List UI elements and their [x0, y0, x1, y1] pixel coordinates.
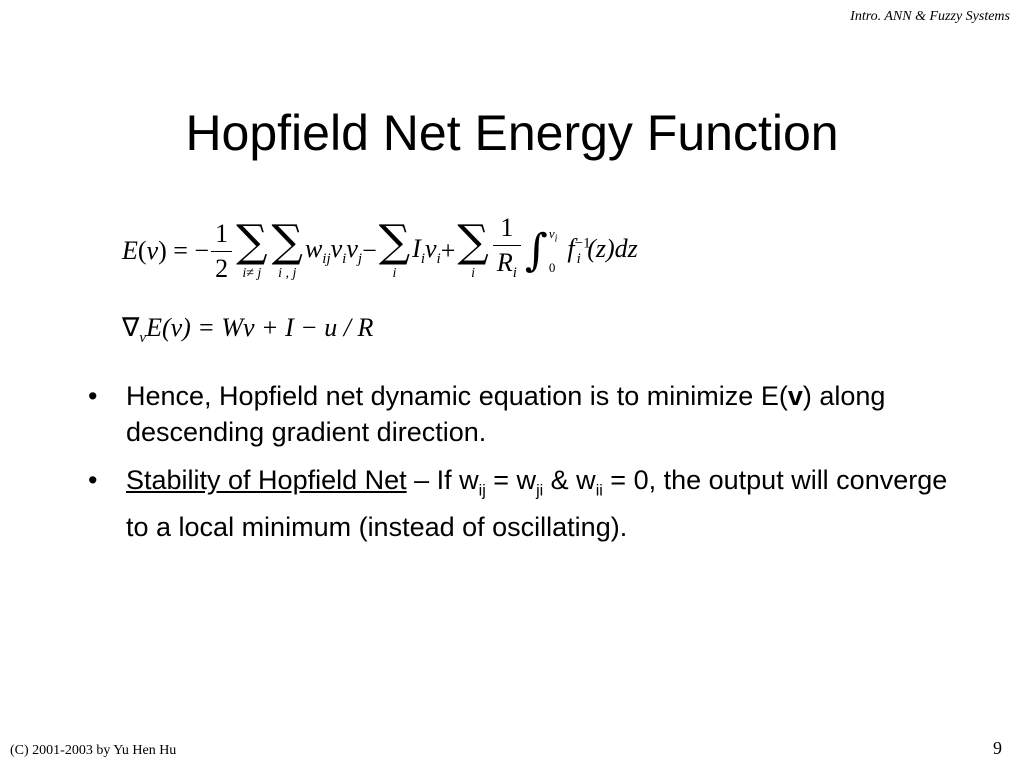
sum3-limit: i	[392, 266, 397, 281]
stability-heading: Stability of Hopfield Net	[126, 465, 407, 495]
weight-term: $w_{ij}v_iv_j$	[304, 233, 363, 268]
integrand: $f^{-1}_i$ (z)dz	[567, 233, 638, 268]
nabla-icon: ∇	[122, 313, 140, 342]
sum2-limit: i , j	[278, 266, 297, 281]
integral	[525, 226, 558, 276]
sum-symbol-3	[378, 216, 411, 282]
frac2-denominator: $R_i$	[496, 248, 517, 282]
course-header: Intro. ANN & Fuzzy Systems	[850, 9, 1010, 24]
bullet-list	[88, 378, 948, 557]
copyright-footer: (C) 2001-2003 by Yu Hen Hu	[10, 743, 177, 758]
bullet2-text-c: & w	[543, 465, 596, 495]
input-term: $I_iv_i$	[412, 233, 441, 268]
bullet1-bold-v: v	[787, 381, 803, 411]
gradient-equation	[122, 313, 373, 349]
sum4-limit: i	[471, 266, 476, 281]
frac1-denominator: 2	[215, 253, 229, 283]
integral-icon: ∫	[524, 225, 548, 276]
energy-equation	[122, 206, 638, 296]
bullet2-sub2: ji	[536, 482, 544, 500]
bullet-icon: •	[88, 381, 98, 411]
frac1-numerator: 1	[215, 218, 229, 248]
sum1-limit: i≠ j	[242, 266, 262, 281]
sigma-icon: ∑	[271, 216, 303, 267]
bullet-item-1	[88, 378, 948, 450]
gradient-rhs: E(v) = Wv + I − u / R	[146, 313, 374, 342]
integral-lower: 0	[548, 260, 556, 275]
slide-title: Hopfield Net Energy Function	[185, 105, 839, 161]
integral-upper: $v_i$	[548, 226, 558, 245]
integral-limits	[549, 226, 558, 276]
nabla-subscript: v	[139, 330, 147, 347]
sum-symbol-2	[271, 216, 303, 282]
bullet2-text-b: = w	[485, 465, 537, 495]
minus-sign: −	[362, 236, 377, 265]
sigma-icon: ∑	[236, 216, 268, 267]
sigma-icon: ∑	[378, 216, 411, 267]
sum-symbol-1	[236, 216, 268, 282]
bullet-item-2	[88, 462, 948, 545]
bullet1-text-b: ) along descending gradient direction.	[126, 381, 886, 447]
half-fraction	[211, 217, 232, 286]
page-number: 9	[993, 738, 1002, 758]
plus-sign: +	[440, 236, 456, 265]
bullet2-sub1: ij	[478, 482, 486, 500]
bullet-icon: •	[88, 465, 98, 495]
eq1-lhs: E(v) = −	[122, 236, 210, 265]
sum-symbol-4	[457, 216, 489, 282]
bullet2-text-d: = 0, the output will converge to a local minimum (instead of oscillating).	[126, 465, 948, 543]
bullet2-text-a: – If w	[406, 465, 479, 495]
sigma-icon: ∑	[457, 216, 489, 267]
resistance-fraction	[493, 211, 521, 290]
bullet1-text-a: Hence, Hopfield net dynamic equation is to minimize E(	[126, 381, 788, 411]
frac2-numerator: 1	[500, 213, 514, 243]
bullet2-sub3: ii	[595, 482, 603, 500]
